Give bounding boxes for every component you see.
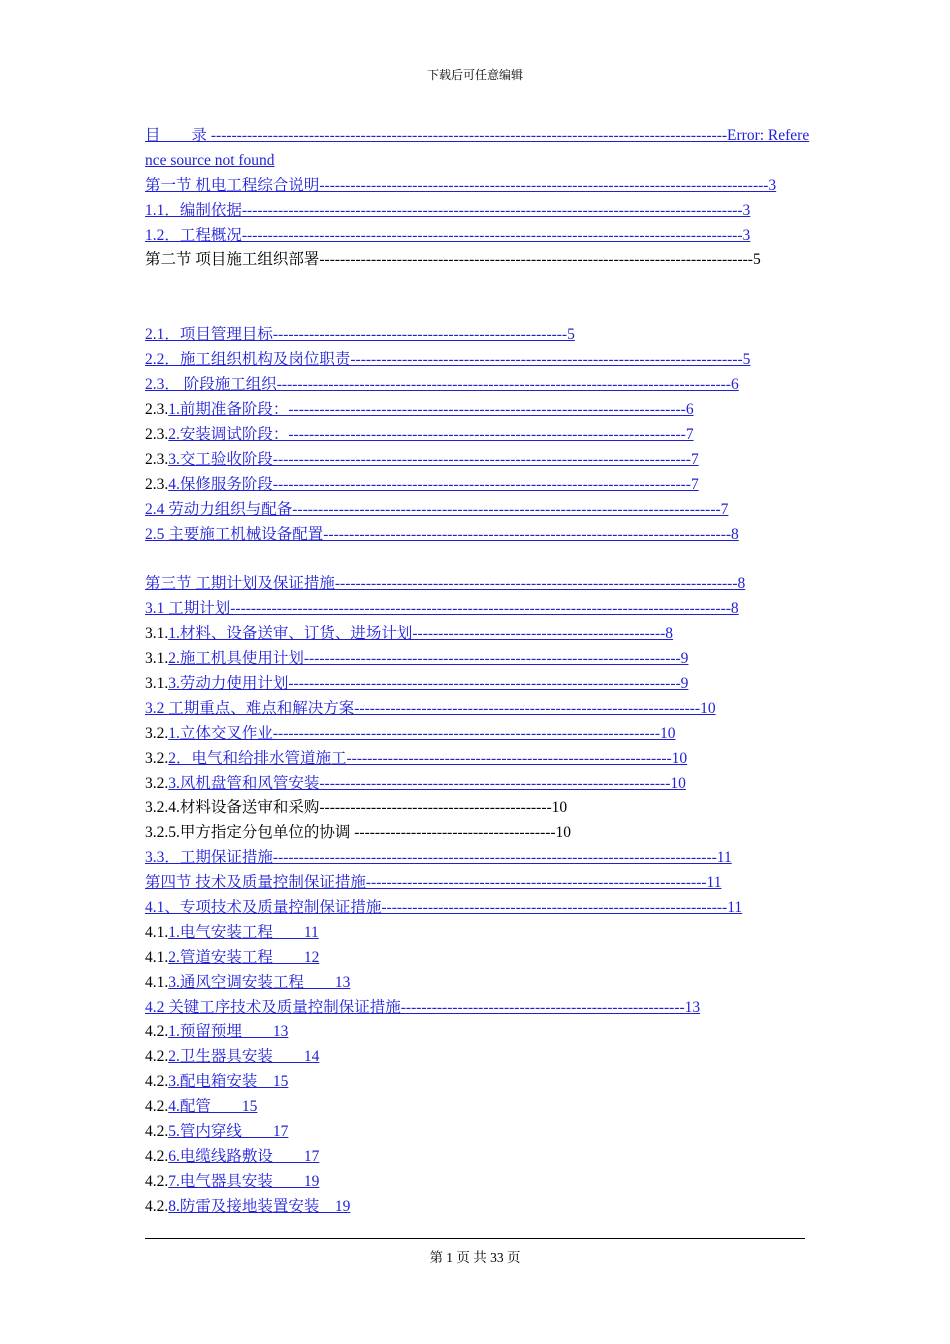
- toc-entry[interactable]: [145, 1045, 810, 1070]
- toc-entry-number: 4.1.: [145, 973, 169, 991]
- page-header: 下载后可任意编辑: [426, 68, 523, 82]
- toc-spacer: [145, 273, 810, 323]
- toc-entry-number: 4.2.: [145, 1147, 169, 1165]
- toc-entry[interactable]: [145, 1070, 810, 1095]
- toc-entry-link[interactable]: 2.4 劳动力组织与配备-----------------------------------------------------------------------------------7: [145, 500, 729, 518]
- toc-entry-link[interactable]: 2.管道安装工程 12: [168, 948, 320, 966]
- toc-entry-link[interactable]: 1.材料、设备送审、订货、进场计划-------------------------------------------------8: [168, 625, 674, 643]
- toc-entry-number: 4.1.: [145, 923, 169, 941]
- toc-entry[interactable]: [145, 423, 810, 448]
- toc-entry-link[interactable]: 3.1 工期计划-------------------------------------------------------------------------------------------------8: [145, 600, 739, 618]
- toc-entry-number: 4.2.: [145, 1098, 169, 1116]
- toc-entry-link[interactable]: 2.3． 阶段施工组织----------------------------------------------------------------------------------------6: [145, 376, 739, 394]
- toc-entry-link[interactable]: 2.安装调试阶段：-----------------------------------------------------------------------------7: [168, 425, 694, 443]
- toc-entry-number: 4.1.: [145, 948, 169, 966]
- toc-entry-link[interactable]: 第三节 工期计划及保证措施------------------------------------------------------------------------------8: [145, 575, 746, 593]
- toc-entry-link[interactable]: 3.风机盘管和风管安装--------------------------------------------------------------------10: [168, 774, 686, 792]
- toc-entry[interactable]: [145, 199, 810, 224]
- toc-entry-link[interactable]: 2.卫生器具安装 14: [168, 1048, 320, 1066]
- toc-entry-text: 3.2.4.材料设备送审和采购---------------------------------------------10: [145, 799, 568, 817]
- toc-entry-link[interactable]: 3.3．工期保证措施--------------------------------------------------------------------------------------11: [145, 849, 732, 867]
- toc-entry[interactable]: [145, 772, 810, 797]
- toc-entry-link[interactable]: 4.保修服务阶段---------------------------------------------------------------------------------7: [168, 475, 699, 493]
- toc-entry[interactable]: [145, 1145, 810, 1170]
- toc-entry[interactable]: [145, 971, 810, 996]
- toc-entry[interactable]: [145, 174, 810, 199]
- toc-entry-link[interactable]: 2.5 主要施工机械设备配置-------------------------------------------------------------------------------8: [145, 525, 739, 543]
- toc-entry-number: 4.2.: [145, 1073, 169, 1091]
- toc-entry[interactable]: [145, 1170, 810, 1195]
- toc-entry-number: 3.2.: [145, 774, 169, 792]
- toc-entry[interactable]: [145, 597, 810, 622]
- toc-entry[interactable]: [145, 647, 810, 672]
- toc-spacer: [145, 547, 810, 572]
- toc-entry-number: 2.3.: [145, 450, 169, 468]
- toc-entry-link[interactable]: 3.2 工期重点、难点和解决方案-------------------------------------------------------------------10: [145, 699, 716, 717]
- toc-entry-link[interactable]: 5.管内穿线 17: [168, 1122, 289, 1140]
- toc-entry[interactable]: [145, 572, 810, 597]
- toc-entry-number: 4.2.: [145, 1048, 169, 1066]
- toc-entry-text: 第二节 项目施工组织部署------------------------------------------------------------------------------------5: [145, 251, 761, 269]
- toc-entry[interactable]: [145, 846, 810, 871]
- toc-entry[interactable]: [145, 672, 810, 697]
- toc-entry[interactable]: [145, 448, 810, 473]
- toc-entry-link[interactable]: 1.立体交叉作业---------------------------------------------------------------------------10: [168, 724, 676, 742]
- toc-entry[interactable]: [145, 996, 810, 1021]
- toc-entry-link[interactable]: 1.2．工程概况-------------------------------------------------------------------------------------------------3: [145, 226, 751, 244]
- toc-entry[interactable]: [145, 747, 810, 772]
- toc-entry-link[interactable]: 8.防雷及接地装置安装 19: [168, 1197, 351, 1215]
- toc-entry[interactable]: [145, 871, 810, 896]
- table-of-contents: [145, 124, 810, 1220]
- toc-entry-link[interactable]: 3.通风空调安装工程 13: [168, 973, 351, 991]
- toc-entry-link[interactable]: 4.2 关键工序技术及质量控制保证措施-------------------------------------------------------13: [145, 998, 701, 1016]
- toc-entry[interactable]: [145, 622, 810, 647]
- toc-entry-number: 3.1.: [145, 650, 169, 668]
- toc-entry[interactable]: [145, 398, 810, 423]
- toc-entry-link[interactable]: 4.1、专项技术及质量控制保证措施-------------------------------------------------------------------11: [145, 898, 743, 916]
- toc-entry-link[interactable]: 4.配管 15: [168, 1098, 258, 1116]
- page-footer: 第 1 页 共 33 页: [429, 1250, 521, 1265]
- toc-entry-number: 3.2.: [145, 749, 169, 767]
- toc-entry[interactable]: [145, 896, 810, 921]
- toc-entry[interactable]: [145, 1195, 810, 1220]
- toc-entry-link[interactable]: 7.电气器具安装 19: [168, 1172, 320, 1190]
- toc-entry[interactable]: [145, 323, 810, 348]
- toc-entry-link[interactable]: 1.预留预埋 13: [168, 1023, 289, 1041]
- toc-entry[interactable]: [145, 722, 810, 747]
- toc-entry[interactable]: [145, 348, 810, 373]
- toc-entry-number: 4.2.: [145, 1172, 169, 1190]
- toc-entry: [145, 796, 810, 821]
- toc-entry[interactable]: [145, 1095, 810, 1120]
- toc-entry-link[interactable]: 3.劳动力使用计划----------------------------------------------------------------------------9: [168, 674, 689, 692]
- toc-entry[interactable]: [145, 921, 810, 946]
- toc-entry[interactable]: [145, 224, 810, 249]
- toc-entry-number: 3.2.: [145, 724, 169, 742]
- toc-entry[interactable]: [145, 523, 810, 548]
- toc-entry-number: 3.1.: [145, 674, 169, 692]
- toc-entry[interactable]: [145, 1120, 810, 1145]
- toc-entry[interactable]: [145, 124, 810, 174]
- footer-divider: [145, 1238, 805, 1239]
- toc-entry-link[interactable]: 6.电缆线路敷设 17: [168, 1147, 320, 1165]
- toc-entry-number: 2.3.: [145, 475, 169, 493]
- toc-entry: [145, 821, 810, 846]
- toc-entry-number: 2.3.: [145, 425, 169, 443]
- toc-entry[interactable]: [145, 946, 810, 971]
- toc-entry-link[interactable]: 3.交工验收阶段---------------------------------------------------------------------------------7: [168, 450, 699, 468]
- toc-entry[interactable]: [145, 498, 810, 523]
- toc-entry-text: 3.2.5.甲方指定分包单位的协调 ---------------------------------------10: [145, 824, 572, 842]
- toc-entry-number: 4.2.: [145, 1023, 169, 1041]
- toc-entry-link[interactable]: 第四节 技术及质量控制保证措施------------------------------------------------------------------11: [145, 874, 722, 892]
- toc-entry-link[interactable]: 2．电气和给排水管道施工---------------------------------------------------------------10: [168, 749, 688, 767]
- toc-entry[interactable]: [145, 697, 810, 722]
- toc-entry-link[interactable]: 3.配电箱安装 15: [168, 1073, 289, 1091]
- toc-entry-number: 3.1.: [145, 625, 169, 643]
- toc-entry-link[interactable]: 2.施工机具使用计划-------------------------------------------------------------------------9: [168, 650, 689, 668]
- toc-entry: [145, 248, 810, 273]
- toc-entry-link[interactable]: 1.1．编制依据-------------------------------------------------------------------------------------------------3: [145, 201, 751, 219]
- toc-entry-link[interactable]: 第一节 机电工程综合说明---------------------------------------------------------------------------------------3: [145, 176, 777, 194]
- toc-entry-number: 4.2.: [145, 1197, 169, 1215]
- toc-entry[interactable]: [145, 473, 810, 498]
- toc-entry-number: 4.2.: [145, 1122, 169, 1140]
- toc-entry-link[interactable]: 2.1．项目管理目标---------------------------------------------------------5: [145, 326, 575, 344]
- toc-entry-link[interactable]: 1.前期准备阶段：-----------------------------------------------------------------------------6: [168, 401, 694, 419]
- toc-entry-link[interactable]: 目 录 ----------------------------------------------------------------------------------------------------Error: Reference source not found: [145, 127, 810, 169]
- toc-entry-link[interactable]: 1.电气安装工程 11: [168, 923, 319, 941]
- toc-entry[interactable]: [145, 1020, 810, 1045]
- toc-entry[interactable]: [145, 373, 810, 398]
- toc-entry-number: 2.3.: [145, 401, 169, 419]
- toc-entry-link[interactable]: 2.2．施工组织机构及岗位职责----------------------------------------------------------------------------5: [145, 351, 751, 369]
